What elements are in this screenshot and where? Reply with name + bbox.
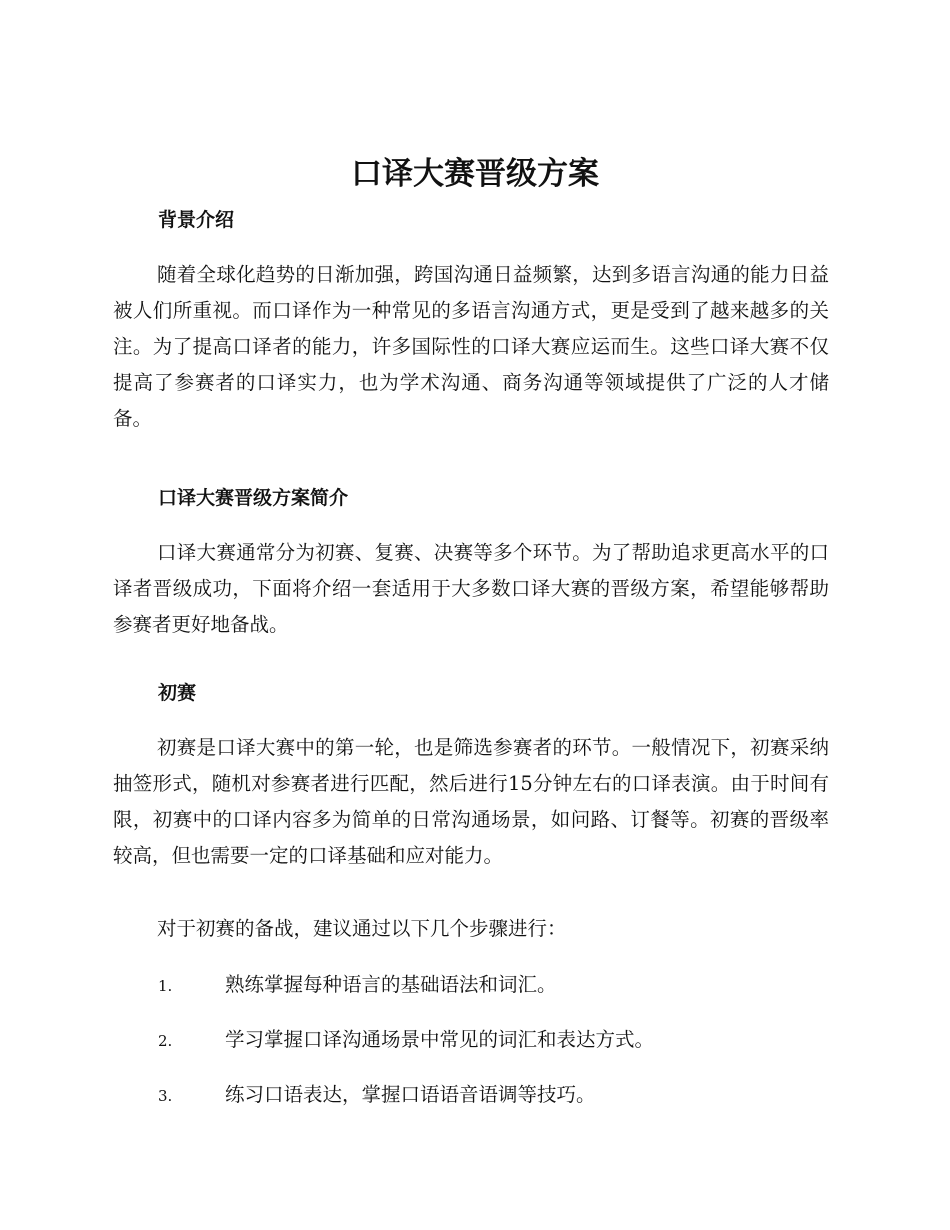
paragraph-background: 随着全球化趋势的日渐加强，跨国沟通日益频繁，达到多语言沟通的能力日益被人们所重视。而口译作为一种常见的多语言沟通方式，更是受到了越来越多的关注。为了提高口译者的能力，许多国际性的口译大赛应运而生。这些口译大赛不仅提高了参赛者的口译实力，也为学术沟通、商务沟通等领域提供了广泛的人才储备。: [113, 263, 829, 430]
section-heading-background: 背景介绍: [158, 209, 235, 231]
list-item-number: 2.: [158, 1032, 173, 1050]
document-title: 口译大赛晋级方案: [351, 156, 599, 192]
list-item-number: 1.: [158, 977, 173, 995]
list-item-number: 3.: [158, 1087, 173, 1105]
list-item: [158, 1080, 838, 1111]
list-item: [158, 970, 838, 1001]
list-item-text: 学习掌握口译沟通场景中常见的词汇和表达方式。: [225, 1028, 655, 1051]
paragraph-preliminary: 初赛是口译大赛中的第一轮，也是筛选参赛者的环节。一般情况下，初赛采纳抽签形式，随机对参赛者进行匹配，然后进行15分钟左右的口译表演。由于时间有限，初赛中的口译内容多为简单的日常沟通场景，如问路、订餐等。初赛的晋级率较高，但也需要一定的口译基础和应对能力。: [113, 736, 829, 867]
section-heading-overview: 口译大赛晋级方案简介: [158, 487, 349, 509]
list-item-text: 练习口语表达，掌握口语语音语调等技巧。: [225, 1083, 596, 1106]
list-item: [158, 1025, 838, 1056]
paragraph-overview: 口译大赛通常分为初赛、复赛、决赛等多个环节。为了帮助追求更高水平的口译者晋级成功，下面将介绍一套适用于大多数口译大赛的晋级方案，希望能够帮助参赛者更好地备战。: [113, 541, 829, 636]
section-heading-preliminary: 初赛: [158, 682, 197, 704]
list-item-text: 熟练掌握每种语言的基础语法和词汇。: [225, 973, 557, 996]
paragraph-preparation-intro: 对于初赛的备战，建议通过以下几个步骤进行：: [157, 917, 567, 940]
